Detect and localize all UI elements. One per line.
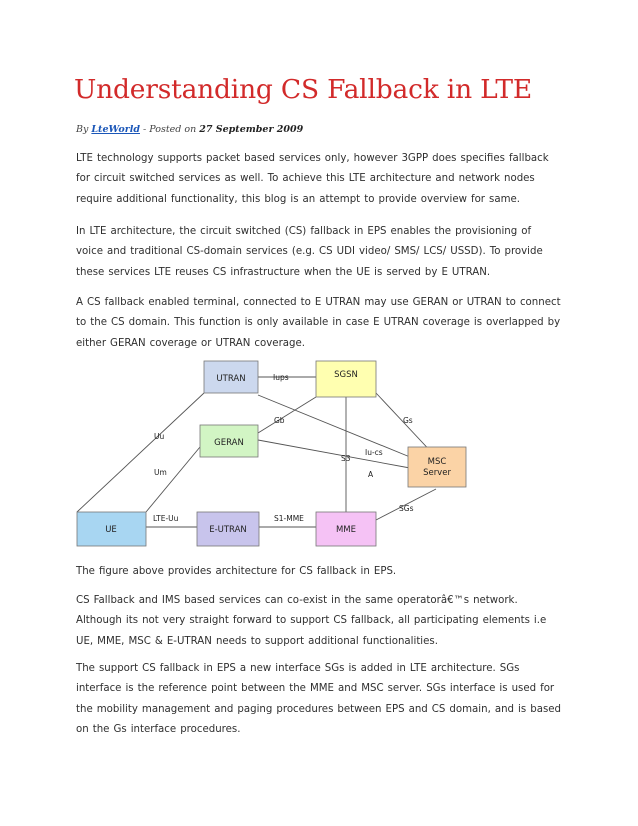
node-geran-label: GERAN — [214, 438, 244, 448]
paragraph-ims-coexist: CS Fallback and IMS based services can co-exist in the same operatorâ€™s network. Although its not very straight forward to support CS fallback, all participating elements i.e UE, MME, MSC & E-UTRAN needs to support additional functionalities. — [76, 595, 547, 647]
byline-posted-on: - Posted on — [139, 124, 200, 135]
node-eutran — [197, 512, 259, 546]
byline-prefix: By — [76, 124, 92, 135]
label-lte-uu: LTE-Uu — [153, 514, 179, 523]
label-iu-cs: Iu-cs — [365, 448, 383, 457]
node-utran-label: UTRAN — [216, 374, 246, 384]
node-ue — [77, 512, 146, 546]
node-mme-label: MME — [335, 525, 357, 535]
architecture-diagram-svg — [70, 355, 480, 555]
paragraph-sgs-interface: The support CS fallback in EPS a new interface SGs is added in LTE architecture. SGs interface is the reference point between the MME and MSC server. SGs interface is used for the mobility management and paging procedures between EPS and CS domain, and is based on the Gs interface procedures. — [76, 663, 561, 735]
paragraph-intro: LTE technology supports packet based services only, however 3GPP does specifies fallback for circuit switched services as well. To achieve this LTE architecture and network nodes require additional functionality, this blog is an attempt to provide overview for same. — [76, 153, 549, 205]
node-mme — [316, 512, 376, 546]
paragraph-cs-fallback-terminal: A CS fallback enabled terminal, connected to E UTRAN may use GERAN or UTRAN to connect to the CS domain. This function is only available in case E UTRAN coverage is overlapped by either GERAN coverage or UTRAN coverage. — [76, 297, 561, 349]
label-sgs: SGs — [399, 504, 414, 513]
paragraph-figure-caption: The figure above provides architecture for CS fallback in EPS. — [76, 566, 397, 577]
node-msc-server — [408, 447, 466, 487]
node-utran — [204, 361, 258, 393]
line-um — [146, 447, 200, 512]
node-geran — [200, 425, 258, 457]
label-a: A — [368, 470, 374, 479]
node-msc-box — [408, 447, 466, 487]
node-msc-label-line2: Server — [423, 468, 451, 478]
line-uu — [77, 393, 204, 512]
byline — [76, 124, 303, 135]
line-a — [258, 440, 410, 468]
article-title: Understanding CS Fallback in LTE — [74, 74, 533, 105]
node-ue-label: UE — [105, 525, 117, 535]
label-iups: Iups — [273, 373, 289, 382]
label-uu: Uu — [154, 432, 165, 441]
node-msc-label-line1: MSC — [427, 457, 447, 467]
architecture-diagram — [70, 355, 480, 555]
label-um: Um — [154, 468, 167, 477]
node-eutran-label: E-UTRAN — [209, 525, 247, 535]
author-link[interactable]: LteWorld — [91, 124, 140, 135]
node-sgsn — [316, 361, 376, 397]
node-sgsn-label: SGSN — [334, 370, 358, 380]
paragraph-lte-architecture: In LTE architecture, the circuit switched (CS) fallback in EPS enables the provisioning of voice and traditional CS-domain services (e.g. CS UDI video/ SMS/ LCS/ USSD). To provide these services LTE reuses CS infrastructure when the UE is served by E UTRAN. — [76, 226, 543, 278]
label-gb: Gb — [274, 416, 285, 425]
label-s3: S3 — [341, 454, 351, 463]
label-s1-mme: S1-MME — [274, 514, 304, 523]
label-gs: Gs — [403, 416, 413, 425]
post-date: 27 September 2009 — [199, 124, 304, 135]
